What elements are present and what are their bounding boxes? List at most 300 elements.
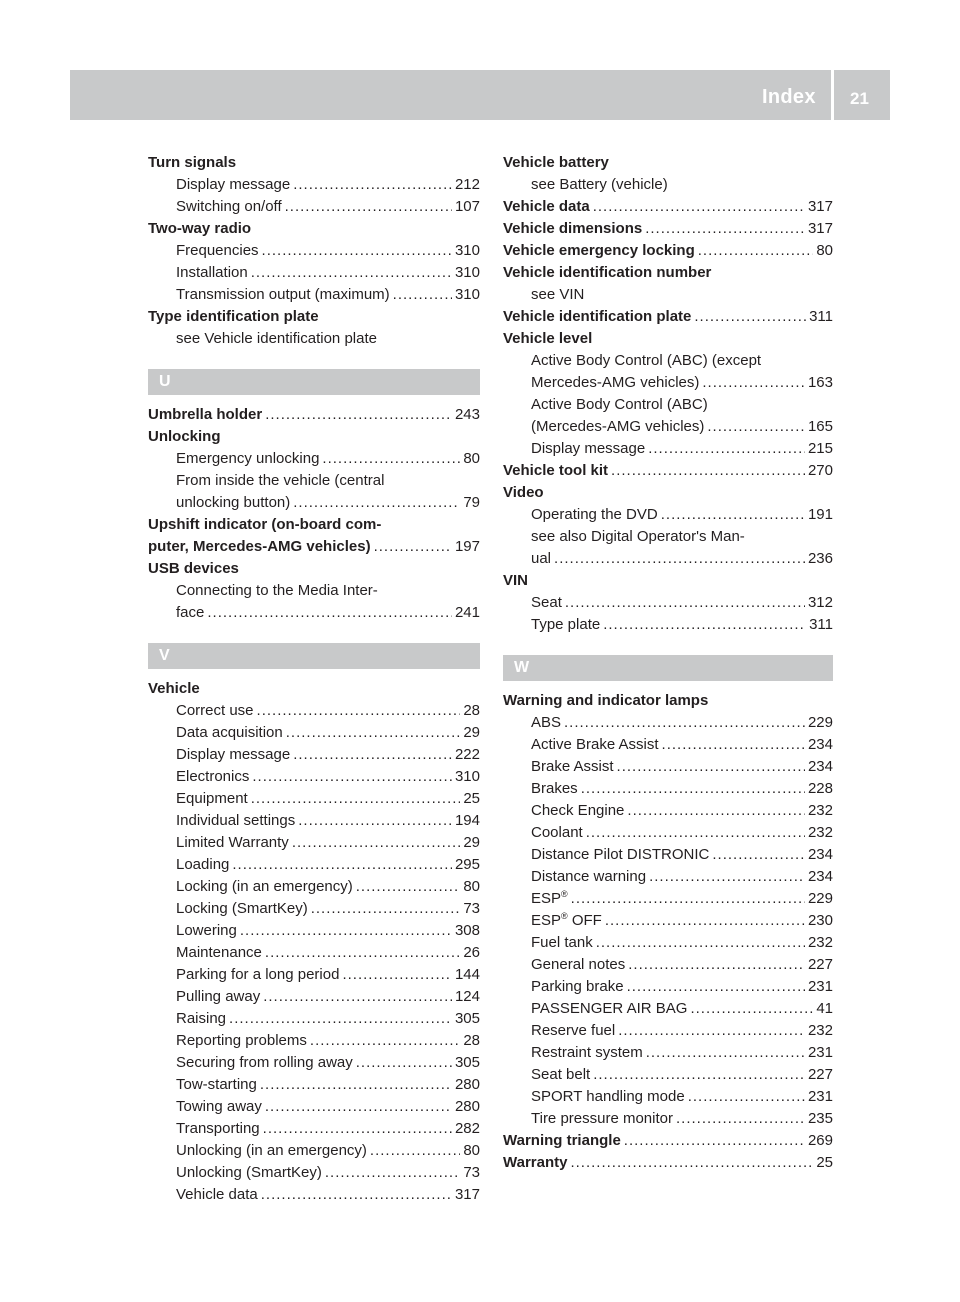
dot-leader <box>374 536 452 558</box>
page-reference[interactable]: 305 <box>454 1054 480 1071</box>
dot-leader <box>260 1074 452 1096</box>
entry-group <box>148 678 480 1206</box>
page-reference[interactable]: 311 <box>809 308 833 325</box>
dot-leader <box>646 1042 805 1064</box>
page-reference[interactable]: 163 <box>807 374 833 391</box>
index-subentry <box>503 976 833 998</box>
page-reference[interactable]: 28 <box>463 1032 480 1049</box>
index-subentry <box>148 284 480 306</box>
dot-leader <box>207 602 452 624</box>
entry-text <box>531 174 833 196</box>
dot-leader <box>554 548 805 570</box>
entry-text <box>176 1184 258 1206</box>
page-reference[interactable]: 212 <box>454 176 480 193</box>
entry-text <box>176 1008 226 1030</box>
page-reference[interactable]: 73 <box>463 1164 480 1181</box>
entry-text <box>176 602 204 624</box>
index-subentry <box>148 854 480 876</box>
page-reference[interactable]: 73 <box>463 900 480 917</box>
page-reference[interactable]: 124 <box>454 988 480 1005</box>
dot-leader <box>698 240 814 262</box>
entry-text <box>531 866 646 888</box>
entry-label: Maintenance <box>176 944 262 961</box>
index-subentry <box>148 602 480 624</box>
page-reference[interactable]: 317 <box>454 1186 480 1203</box>
entry-text <box>503 328 833 350</box>
entry-text <box>148 536 371 558</box>
dot-leader <box>611 460 805 482</box>
page-reference[interactable]: 243 <box>454 406 480 423</box>
page-reference[interactable]: 234 <box>807 868 833 885</box>
dot-leader <box>293 174 452 196</box>
entry-text <box>176 328 480 350</box>
entry-label: Active Body Control (ABC) <box>531 396 708 413</box>
entry-label: Securing from rolling away <box>176 1054 353 1071</box>
page-reference[interactable]: 317 <box>807 198 833 215</box>
entry-label: Display message <box>176 746 291 763</box>
index-subentry <box>503 614 833 636</box>
index-entry <box>148 514 480 536</box>
entry-text <box>148 426 480 448</box>
entry-label: see Vehicle identification plate <box>176 330 377 347</box>
entry-text <box>503 240 695 262</box>
page-reference[interactable]: 229 <box>807 714 833 731</box>
entry-label: Transmission output (maximum) <box>176 286 390 303</box>
page-reference[interactable]: 232 <box>807 824 833 841</box>
entry-text <box>176 744 290 766</box>
page-reference[interactable]: 191 <box>807 506 833 523</box>
entry-label: unlocking button) <box>176 494 291 511</box>
entry-label: Lowering <box>176 922 237 939</box>
entry-label: Turn signals <box>148 154 237 171</box>
entry-label: Frequencies <box>176 242 259 259</box>
entry-text <box>531 372 699 394</box>
page-reference[interactable]: 232 <box>807 1022 833 1039</box>
entry-text <box>531 734 659 756</box>
dot-leader <box>712 844 805 866</box>
dot-leader <box>618 1020 805 1042</box>
entry-label: SPORT handling mode <box>531 1088 685 1105</box>
index-subentry <box>148 920 480 942</box>
entry-text <box>176 722 283 744</box>
entry-text <box>176 580 480 602</box>
entry-label: face <box>176 604 205 621</box>
dot-leader <box>628 954 805 976</box>
dot-leader <box>263 986 452 1008</box>
entry-text <box>176 788 248 810</box>
entry-text <box>503 570 833 592</box>
page-reference[interactable]: 241 <box>454 604 480 621</box>
entry-text <box>531 712 561 734</box>
entry-label: Data acquisition <box>176 724 283 741</box>
page-reference[interactable]: 26 <box>463 944 480 961</box>
dot-leader <box>593 196 805 218</box>
index-subentry <box>148 744 480 766</box>
page-reference[interactable]: 280 <box>454 1098 480 1115</box>
page-title: Index <box>762 86 816 108</box>
page-reference[interactable]: 107 <box>454 198 480 215</box>
entry-text <box>531 1020 615 1042</box>
entry-group <box>503 690 833 1174</box>
index-subentry <box>148 328 480 350</box>
dot-leader <box>648 438 805 460</box>
index-subentry <box>148 1052 480 1074</box>
entry-text <box>148 306 480 328</box>
entry-group <box>148 152 480 350</box>
entry-label: USB devices <box>148 560 239 577</box>
entry-label: Pulling away <box>176 988 261 1005</box>
entry-label: Upshift indicator (on-board com- <box>148 516 382 533</box>
entry-label: Vehicle <box>148 680 200 697</box>
dot-leader <box>690 998 813 1020</box>
dot-leader <box>617 756 805 778</box>
entry-label: (Mercedes-AMG vehicles) <box>531 418 705 435</box>
entry-text <box>531 888 568 910</box>
page-reference[interactable]: 222 <box>454 746 480 763</box>
page-reference[interactable]: 144 <box>454 966 480 983</box>
dot-leader <box>581 778 805 800</box>
dot-leader <box>571 888 805 910</box>
page-reference[interactable]: 317 <box>807 220 833 237</box>
page-reference[interactable]: 282 <box>454 1120 480 1137</box>
entry-text <box>531 614 600 636</box>
entry-text <box>531 976 624 998</box>
index-subentry <box>503 1064 833 1086</box>
page-reference[interactable]: 80 <box>816 242 833 259</box>
entry-group <box>503 152 833 636</box>
entry-label: Individual settings <box>176 812 296 829</box>
index-subentry <box>503 504 833 526</box>
entry-text <box>148 152 480 174</box>
index-subentry <box>148 722 480 744</box>
dot-leader <box>662 734 805 756</box>
dot-leader <box>342 964 452 986</box>
page-reference[interactable]: 194 <box>454 812 480 829</box>
registered-mark: ® <box>561 911 568 921</box>
index-entry <box>503 482 833 504</box>
registered-mark: ® <box>561 889 568 899</box>
dot-leader <box>624 1130 805 1152</box>
dot-leader <box>627 976 805 998</box>
entry-label: Display message <box>531 440 646 457</box>
entry-label: Electronics <box>176 768 250 785</box>
entry-text <box>176 700 254 722</box>
index-subentry <box>148 766 480 788</box>
entry-label: Unlocking <box>148 428 221 445</box>
page-reference[interactable]: 79 <box>463 494 480 511</box>
page-reference[interactable]: 270 <box>807 462 833 479</box>
page-reference[interactable]: 165 <box>807 418 833 435</box>
entry-label: Vehicle data <box>503 198 590 215</box>
dot-leader <box>229 1008 452 1030</box>
entry-text <box>503 262 833 284</box>
page-reference[interactable]: 235 <box>807 1110 833 1127</box>
page-reference[interactable]: 305 <box>454 1010 480 1027</box>
page-reference[interactable]: 227 <box>807 1066 833 1083</box>
entry-label: Warning and indicator lamps <box>503 692 709 709</box>
entry-text <box>503 306 691 328</box>
dot-leader <box>261 1184 452 1206</box>
dot-leader <box>293 744 452 766</box>
index-subentry <box>503 1020 833 1042</box>
entry-label: General notes <box>531 956 626 973</box>
index-subentry <box>503 712 833 734</box>
entry-text <box>148 678 480 700</box>
index-entry <box>148 218 480 240</box>
index-entry <box>503 1152 833 1174</box>
entry-text <box>176 832 289 854</box>
page-reference[interactable]: 232 <box>807 934 833 951</box>
entry-text <box>531 394 833 416</box>
page-reference[interactable]: 231 <box>807 1044 833 1061</box>
page-reference[interactable]: 231 <box>807 1088 833 1105</box>
page-reference[interactable]: 215 <box>807 440 833 457</box>
entry-label: Vehicle level <box>503 330 593 347</box>
index-subentry <box>148 986 480 1008</box>
index-subentry <box>503 350 833 372</box>
entry-label: Tow-starting <box>176 1076 257 1093</box>
page-reference[interactable]: 269 <box>807 1132 833 1149</box>
page-reference[interactable]: 25 <box>463 790 480 807</box>
page-reference[interactable]: 310 <box>454 286 480 303</box>
page-reference[interactable]: 231 <box>807 978 833 995</box>
index-subentry <box>148 1096 480 1118</box>
entry-label: Display message <box>176 176 291 193</box>
index-subentry <box>503 416 833 438</box>
index-entry <box>503 240 833 262</box>
entry-label: Distance warning <box>531 868 647 885</box>
entry-text <box>176 986 260 1008</box>
index-subentry <box>148 1030 480 1052</box>
dot-leader <box>251 262 452 284</box>
page-reference[interactable]: 230 <box>807 912 833 929</box>
index-entry <box>503 306 833 328</box>
index-subentry <box>503 932 833 954</box>
dot-leader <box>286 722 461 744</box>
entry-label: Equipment <box>176 790 248 807</box>
entry-label: Tire pressure monitor <box>531 1110 673 1127</box>
page-reference[interactable]: 41 <box>816 1000 833 1017</box>
entry-text <box>531 350 833 372</box>
entry-label: Restraint system <box>531 1044 643 1061</box>
entry-text <box>503 460 608 482</box>
index-subentry <box>503 1042 833 1064</box>
entry-text <box>531 822 583 844</box>
index-subentry <box>503 954 833 976</box>
index-subentry <box>148 1184 480 1206</box>
page-reference[interactable]: 310 <box>454 242 480 259</box>
entry-text <box>176 898 308 920</box>
entry-label: Active Body Control (ABC) (except <box>531 352 762 369</box>
entry-label: Seat belt <box>531 1066 591 1083</box>
dot-leader <box>645 218 805 240</box>
entry-label: Video <box>503 484 544 501</box>
dot-leader <box>265 1096 452 1118</box>
page-reference[interactable]: 25 <box>816 1154 833 1171</box>
entry-text <box>531 504 658 526</box>
index-subentry <box>503 548 833 570</box>
entry-label: Vehicle identification number <box>503 264 712 281</box>
dot-leader <box>370 1140 460 1162</box>
page-reference[interactable]: 236 <box>807 550 833 567</box>
page-reference[interactable]: 28 <box>463 702 480 719</box>
index-subentry <box>148 942 480 964</box>
entry-label: Vehicle battery <box>503 154 609 171</box>
page-reference[interactable]: 234 <box>807 736 833 753</box>
page-reference[interactable]: 80 <box>463 878 480 895</box>
entry-text <box>176 942 262 964</box>
index-subentry <box>503 778 833 800</box>
index-subentry <box>503 800 833 822</box>
entry-text <box>531 1042 643 1064</box>
page-reference[interactable]: 310 <box>454 264 480 281</box>
dot-leader <box>393 284 452 306</box>
entry-label: Brakes <box>531 780 578 797</box>
dot-leader <box>570 1152 813 1174</box>
entry-label: VIN <box>503 572 529 589</box>
index-subentry <box>148 196 480 218</box>
dot-leader <box>311 898 461 920</box>
entry-label: Umbrella holder <box>148 406 263 423</box>
dot-leader <box>310 1030 460 1052</box>
index-subentry <box>148 1140 480 1162</box>
entry-text <box>176 854 229 876</box>
entry-text <box>176 876 353 898</box>
entry-label: Check Engine <box>531 802 625 819</box>
page-reference[interactable]: 29 <box>463 834 480 851</box>
page-reference[interactable]: 234 <box>807 846 833 863</box>
index-subentry <box>503 822 833 844</box>
page-number: 21 <box>850 89 869 108</box>
dot-leader <box>263 1118 452 1140</box>
entry-label: PASSENGER AIR BAG <box>531 1000 688 1017</box>
entry-text <box>148 218 480 240</box>
dot-leader <box>298 810 452 832</box>
index-column-right <box>503 152 833 1174</box>
page-reference[interactable]: 310 <box>454 768 480 785</box>
entry-label: Warranty <box>503 1154 568 1171</box>
index-subentry <box>503 998 833 1020</box>
index-subentry <box>503 284 833 306</box>
entry-label: Raising <box>176 1010 227 1027</box>
entry-label: Transporting <box>176 1120 260 1137</box>
dot-leader <box>593 1064 805 1086</box>
dot-leader <box>564 712 805 734</box>
page-reference[interactable]: 232 <box>807 802 833 819</box>
entry-label: Towing away <box>176 1098 262 1115</box>
entry-label: Switching on/off <box>176 198 282 215</box>
entry-label-suffix: OFF <box>567 912 602 929</box>
entry-text <box>531 932 593 954</box>
entry-label: Operating the DVD <box>531 506 658 523</box>
index-entry <box>503 328 833 350</box>
entry-label: Emergency unlocking <box>176 450 320 467</box>
entry-label: Seat <box>531 594 562 611</box>
entry-text <box>531 756 614 778</box>
entry-label: Reserve fuel <box>531 1022 616 1039</box>
entry-label: Limited Warranty <box>176 834 289 851</box>
index-subentry <box>148 240 480 262</box>
page-reference[interactable]: 280 <box>454 1076 480 1093</box>
entry-text <box>531 778 578 800</box>
entry-label: Parking for a long period <box>176 966 340 983</box>
entry-text <box>531 954 625 976</box>
index-entry <box>148 558 480 580</box>
page-reference[interactable]: 29 <box>463 724 480 741</box>
entry-text <box>176 1118 260 1140</box>
entry-text <box>531 1108 673 1130</box>
entry-text <box>176 262 248 284</box>
page-reference[interactable]: 308 <box>454 922 480 939</box>
page-reference[interactable]: 229 <box>807 890 833 907</box>
index-subentry <box>503 438 833 460</box>
dot-leader <box>586 822 805 844</box>
dot-leader <box>293 492 460 514</box>
index-subentry <box>503 866 833 888</box>
entry-label: ESP <box>531 912 562 929</box>
index-entry <box>148 426 480 448</box>
index-subentry <box>148 788 480 810</box>
entry-text <box>176 766 249 788</box>
entry-text <box>176 1140 367 1162</box>
index-subentry <box>148 832 480 854</box>
page-reference[interactable]: 197 <box>454 538 480 555</box>
dot-leader <box>649 866 805 888</box>
entry-text <box>503 1130 621 1152</box>
index-subentry <box>503 372 833 394</box>
entry-text <box>531 1086 685 1108</box>
entry-label: ual <box>531 550 552 567</box>
page-reference[interactable]: 295 <box>454 856 480 873</box>
entry-label: Mercedes-AMG vehicles) <box>531 374 700 391</box>
entry-text <box>503 218 642 240</box>
entry-text <box>148 404 262 426</box>
page-reference[interactable]: 80 <box>463 1142 480 1159</box>
entry-text <box>176 1052 353 1074</box>
entry-label: Unlocking (SmartKey) <box>176 1164 322 1181</box>
page-reference[interactable]: 234 <box>807 758 833 775</box>
dot-leader <box>251 788 461 810</box>
entry-text <box>176 1162 322 1184</box>
entry-label: Warning triangle <box>503 1132 621 1149</box>
index-entry <box>503 218 833 240</box>
index-subentry <box>503 756 833 778</box>
dot-leader <box>285 196 452 218</box>
page-reference[interactable]: 312 <box>807 594 833 611</box>
page-reference[interactable]: 311 <box>809 616 833 633</box>
section-header-u: U <box>148 369 480 395</box>
entry-label: Correct use <box>176 702 254 719</box>
index-subentry <box>503 592 833 614</box>
entry-text <box>531 800 624 822</box>
entry-text <box>176 284 390 306</box>
entry-text <box>531 998 687 1020</box>
index-subentry <box>148 492 480 514</box>
entry-label: Active Brake Assist <box>531 736 659 753</box>
section-header-w: W <box>503 655 833 681</box>
page-reference[interactable]: 227 <box>807 956 833 973</box>
dot-leader <box>661 504 805 526</box>
entry-text <box>503 1152 567 1174</box>
page-reference[interactable]: 228 <box>807 780 833 797</box>
entry-label: Distance Pilot DISTRONIC <box>531 846 710 863</box>
entry-text <box>531 1064 590 1086</box>
entry-text <box>148 558 480 580</box>
entry-label: Parking brake <box>531 978 624 995</box>
dot-leader <box>252 766 452 788</box>
page-reference[interactable]: 80 <box>463 450 480 467</box>
index-entry <box>148 536 480 558</box>
